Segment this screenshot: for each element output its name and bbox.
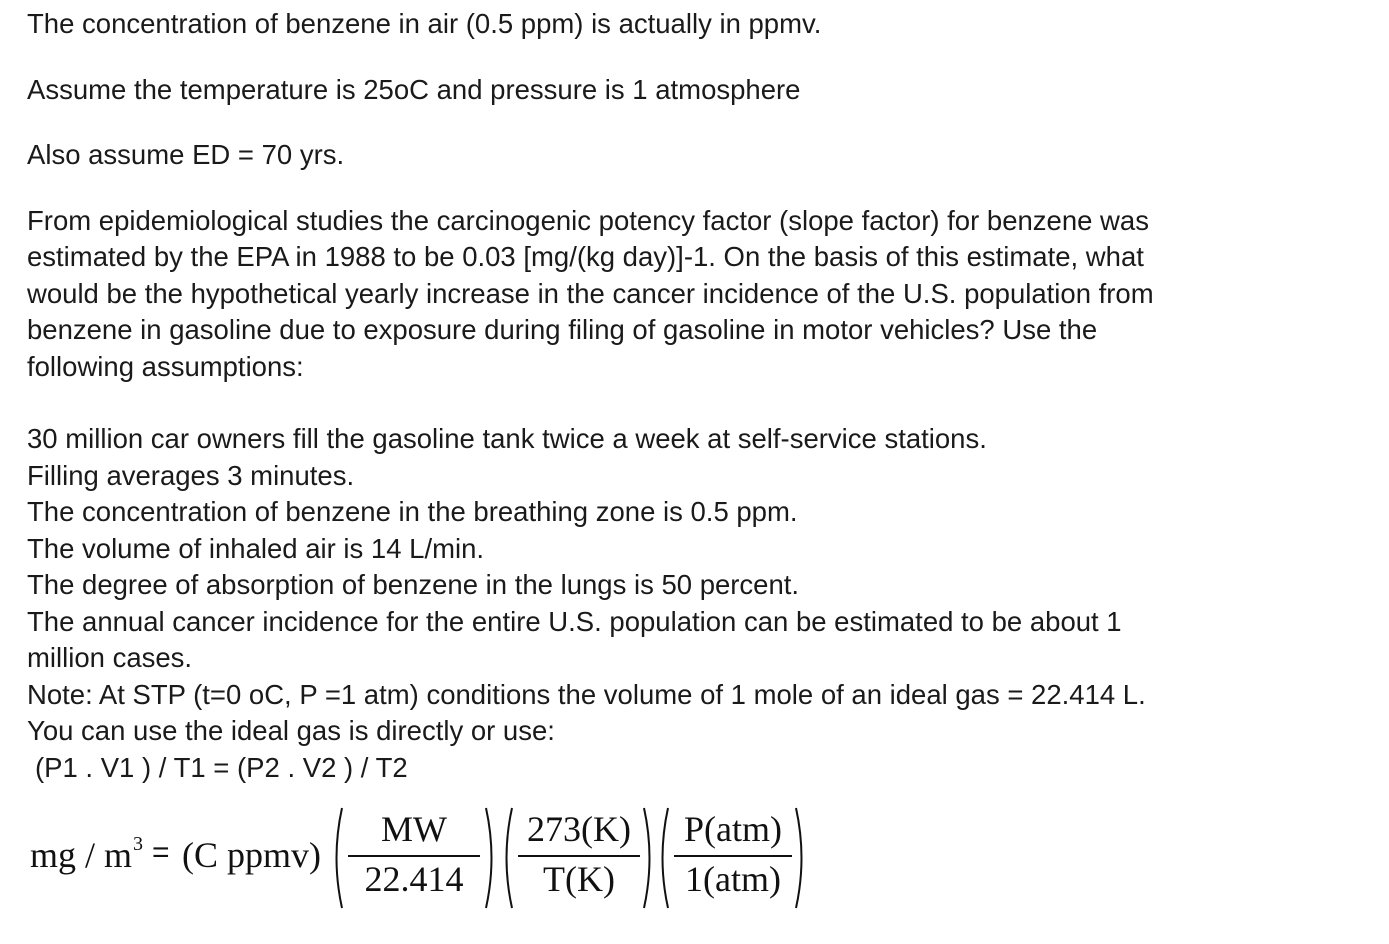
assumption-line: You can use the ideal gas is directly or use: [27,715,555,746]
document-body [27,6,1367,786]
left-paren-icon [656,806,670,910]
fraction-pressure [674,806,792,910]
right-paren-icon [794,806,808,910]
fraction-temperature [518,806,640,910]
question-line: estimated by the EPA in 1988 to be 0.03 [mg/(kg day)]-1. On the basis of this estimate, what [27,241,1144,272]
fraction-pressure-denominator: 1(atm) [685,859,781,899]
formula-lhs [30,834,143,876]
question-line: following assumptions: [27,350,304,382]
fraction-mw-denominator: 22.414 [364,859,464,899]
fraction-bar [348,855,480,857]
assumption-line: Note: At STP (t=0 oC, P =1 atm) conditions the volume of 1 mole of an ideal gas = 22.414 L. [27,678,1146,710]
left-paren-icon [500,806,514,910]
assumption-line: Filling averages 3 minutes. [27,459,355,491]
fraction-mw-numerator: MW [381,809,447,849]
formula-lhs-unit: mg / m [30,835,133,875]
fraction-pressure-numerator: P(atm) [684,809,782,849]
assumption-line: The degree of absorption of benzene in the lungs is 50 percent. [27,569,800,600]
question-line: From epidemiological studies the carcinogenic potency factor (slope factor) for benzene was [27,204,1149,236]
intro-line-2: Assume the temperature is 25oC and pressure is 1 atmosphere [27,73,801,105]
intro-line-1: The concentration of benzene in air (0.5 ppm) is actually in ppmv. [27,8,822,39]
fraction-bar [674,855,792,857]
assumption-line: 30 million car owners fill the gasoline tank twice a week at self-service stations. [27,423,987,454]
fraction-temperature-denominator: T(K) [543,859,615,899]
question-line: would be the hypothetical yearly increase in the cancer incidence of the U.S. population from [27,277,1154,309]
formula-concentration-term: (C ppmv) [182,835,321,875]
left-paren-icon [330,806,344,910]
right-paren-icon [642,806,656,910]
assumption-line: The concentration of benzene in the breathing zone is 0.5 ppm. [27,496,798,527]
fraction-temperature-numerator: 273(K) [527,809,631,849]
assumption-line: The volume of inhaled air is 14 L/min. [27,532,485,564]
question-paragraph [27,203,1367,386]
assumptions-list [27,421,1367,786]
right-paren-icon [484,806,498,910]
fraction-bar [518,855,640,857]
assumption-line: million cases. [27,642,193,673]
assumption-line: The annual cancer incidence for the entire U.S. population can be estimated to be about 1 [27,605,1122,637]
formula-equals: = [152,836,170,869]
fraction-mw [348,806,480,910]
gas-law-equation: (P1 . V1 ) / T1 = (P2 . V2 ) / T2 [35,751,408,783]
question-line: benzene in gasoline due to exposure during filing of gasoline in motor vehicles? Use the [27,314,1098,345]
formula-lhs-exponent: 3 [133,833,144,855]
intro-line-3: Also assume ED = 70 yrs. [27,139,345,170]
